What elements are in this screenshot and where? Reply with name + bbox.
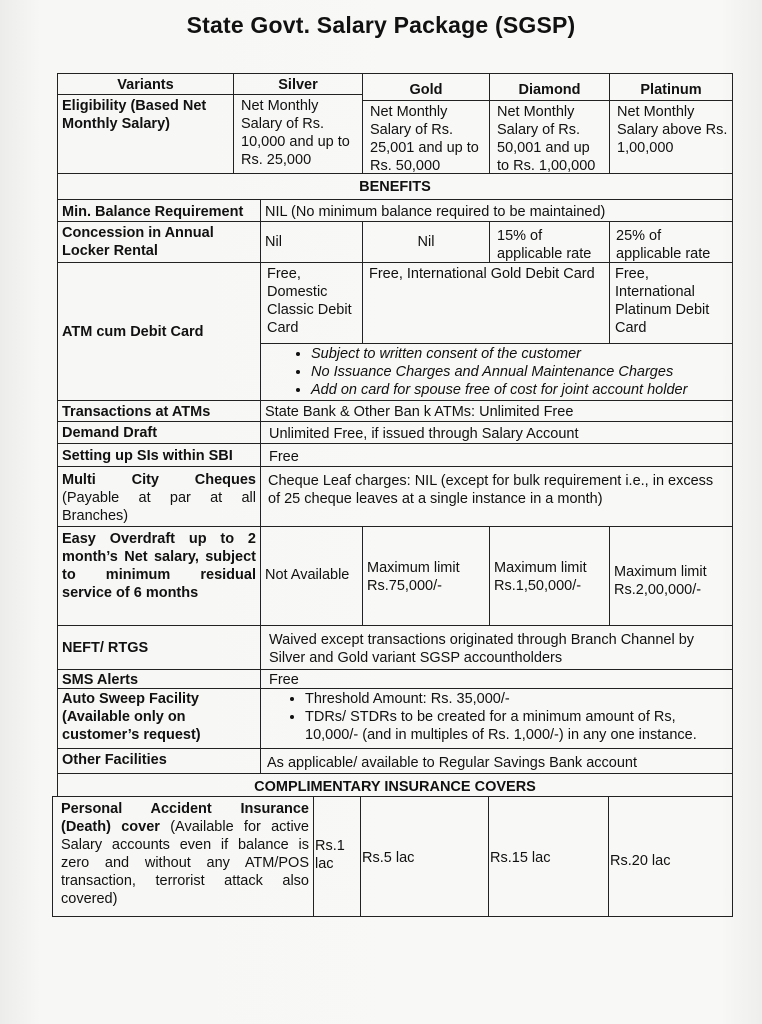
locker-label: Concession in Annual Locker Rental [57, 221, 261, 263]
other-value: As applicable/ available to Regular Savings Bank account [260, 748, 733, 774]
insurance-silver: Rs.1 lac [313, 796, 361, 917]
cheques-label-title: Multi City Cheques [62, 472, 256, 488]
atm-card-platinum: Free, International Platinum Debit Card [609, 262, 733, 344]
sms-label: SMS Alerts [57, 669, 261, 689]
locker-diamond: 15% of applicable rate [489, 221, 610, 263]
benefits-heading: BENEFITS [57, 173, 733, 200]
locker-platinum: 25% of applicable rate [609, 221, 733, 263]
insurance-label [52, 796, 314, 917]
cheques-value: Cheque Leaf charges: NIL (except for bulk requirement i.e., in excess of 25 cheque leaves at a single instance in a month) [260, 466, 733, 527]
document-title: State Govt. Salary Package (SGSP) [186, 12, 576, 38]
cheques-label [57, 466, 261, 527]
neft-value: Waived except transactions originated through Branch Channel by Silver and Gold variant SGSP accountholders [260, 625, 733, 670]
transactions-label: Transactions at ATMs [57, 400, 261, 422]
min-balance-label: Min. Balance Requirement [57, 199, 261, 222]
insurance-label-title: Personal Accident Insurance (Death) cover [61, 801, 309, 835]
insurance-label-detail: (Available for active Salary accounts even if balance is zero and without any ATM/POS transaction, terrorist attack also covered) [61, 819, 309, 907]
neft-label: NEFT/ RTGS [57, 625, 261, 670]
transactions-value: State Bank & Other Ban k ATMs: Unlimited Free [260, 400, 733, 422]
insurance-platinum: Rs.20 lac [608, 796, 733, 917]
other-label: Other Facilities [57, 748, 261, 774]
eligibility-diamond: Net Monthly Salary of Rs. 50,001 and up to Rs. 1,00,000 [489, 100, 610, 174]
locker-gold: Nil [362, 221, 490, 263]
header-platinum: Platinum [609, 73, 733, 101]
atm-card-notes [260, 343, 733, 401]
insurance-gold: Rs.5 lac [360, 796, 489, 917]
demand-draft-label: Demand Draft [57, 421, 261, 444]
atm-card-silver: Free, Domestic Classic Debit Card [260, 262, 363, 344]
insurance-heading: COMPLIMENTARY INSURANCE COVERS [57, 773, 733, 797]
auto-sweep-label: Auto Sweep Facility (Available only on customer’s request) [57, 688, 261, 749]
insurance-diamond: Rs.15 lac [488, 796, 609, 917]
header-variants: Variants [57, 73, 234, 95]
locker-silver: Nil [260, 221, 363, 263]
header-diamond: Diamond [489, 73, 610, 101]
eligibility-label: Eligibility (Based Net Monthly Salary) [57, 94, 234, 174]
auto-sweep-tdr: • TDRs/ STDRs to be created for a minimum amount of Rs, 10,000/- (and in multiples of Rs. 1,000/-) in any one instance. [305, 708, 728, 744]
min-balance-value: NIL (No minimum balance required to be maintained) [260, 199, 733, 222]
atm-note-consent: • Subject to written consent of the customer [311, 345, 728, 363]
sms-value: Free [260, 669, 733, 689]
header-silver: Silver [233, 73, 363, 95]
atm-note-addon: • Add on card for spouse free of cost for joint account holder [311, 381, 728, 399]
overdraft-diamond: Maximum limit Rs.1,50,000/- [489, 526, 610, 626]
header-gold: Gold [362, 73, 490, 101]
atm-note-charges: • No Issuance Charges and Annual Maintenance Charges [311, 363, 728, 381]
auto-sweep-threshold: • Threshold Amount: Rs. 35,000/- [305, 690, 728, 708]
eligibility-gold: Net Monthly Salary of Rs. 25,001 and up to Rs. 50,000 [362, 100, 490, 174]
cheques-label-detail: (Payable at par at all Branches) [62, 490, 256, 524]
demand-draft-value: Unlimited Free, if issued through Salary Account [260, 421, 733, 444]
eligibility-silver: Net Monthly Salary of Rs. 10,000 and up to Rs. 25,000 [233, 94, 363, 174]
atm-card-gold-diamond: Free, International Gold Debit Card [362, 262, 610, 344]
auto-sweep-value [260, 688, 733, 749]
overdraft-label: Easy Overdraft up to 2 month’s Net salary, subject to minimum residual service of 6 months [57, 526, 261, 626]
overdraft-platinum: Maximum limit Rs.2,00,000/- [609, 526, 733, 626]
overdraft-gold: Maximum limit Rs.75,000/- [362, 526, 490, 626]
standing-instructions-label: Setting up SIs within SBI [57, 443, 261, 467]
atm-card-label: ATM cum Debit Card [57, 262, 261, 401]
overdraft-silver: Not Available [260, 526, 363, 626]
standing-instructions-value: Free [260, 443, 733, 467]
eligibility-platinum: Net Monthly Salary above Rs. 1,00,000 [609, 100, 733, 174]
